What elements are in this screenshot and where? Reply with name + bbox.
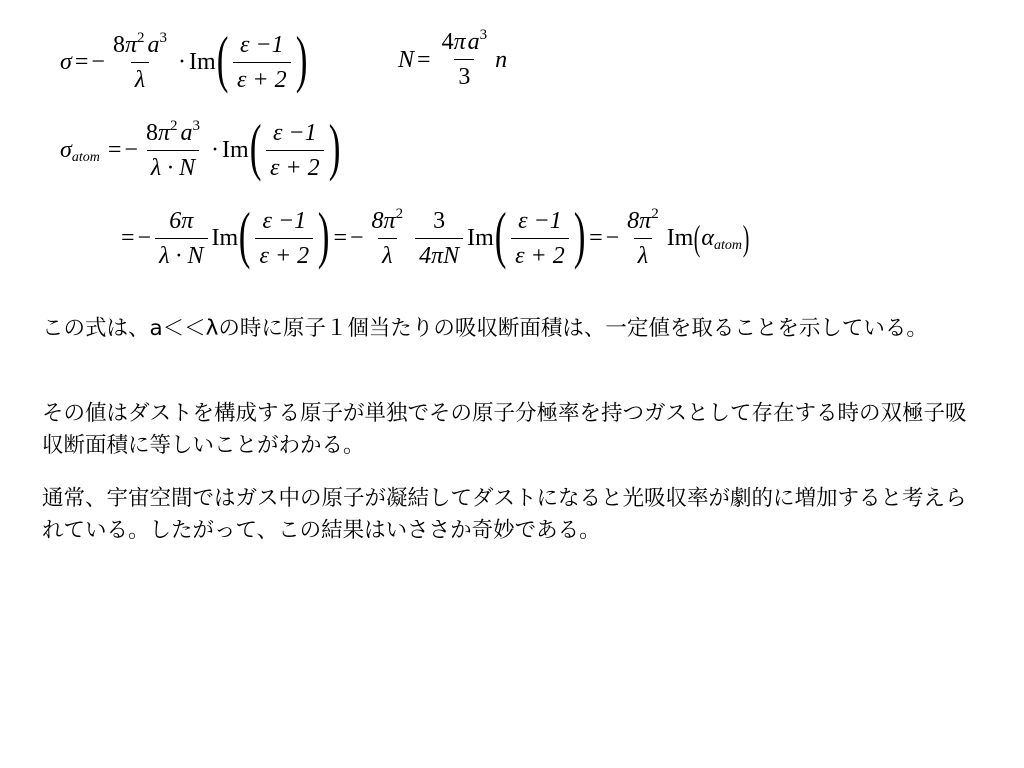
denominator-lambda-N: λ · N	[147, 150, 199, 180]
dot-operator: ·	[210, 137, 219, 163]
im-operator: Im	[211, 225, 239, 251]
fraction-epsilon	[266, 121, 324, 180]
numerator-coefficient: 4	[441, 29, 454, 55]
denominator-4piN: 4πN	[415, 238, 463, 268]
pi-symbol: π	[157, 119, 170, 146]
equals-sign: =	[333, 225, 347, 251]
pi-exponent: 2	[395, 205, 404, 222]
minus-sign: −	[91, 49, 105, 75]
pi-symbol: π	[124, 31, 137, 58]
atom-subscript: atom	[71, 150, 100, 165]
paragraph-1: この式は、a＜＜λの時に原子１個当たりの吸収断面積は、一定値を取ることを示している。	[42, 316, 928, 341]
numerator-6pi: 6π	[169, 207, 194, 234]
fraction-epsilon	[255, 209, 313, 268]
paragraph-3: 通常、宇宙空間ではガス中の原子が凝結してダストになると光吸収率が劇的に増加すると考えられている。したがって、この結果はいささか奇妙である。	[42, 486, 967, 543]
fraction-epsilon	[511, 209, 569, 268]
epsilon-denominator: ε + 2	[233, 62, 291, 92]
right-paren: )	[742, 218, 750, 258]
numerator-8pi: 8π	[371, 207, 396, 234]
a-exponent: 3	[479, 27, 488, 43]
im-operator: Im	[666, 225, 694, 251]
epsilon-denominator: ε + 2	[255, 238, 313, 268]
pi-symbol: π	[453, 29, 466, 55]
numerator-coefficient: 8	[145, 119, 158, 146]
denominator-lambda: λ	[634, 238, 652, 268]
im-operator: Im	[467, 225, 494, 251]
alpha-symbol: α	[701, 225, 714, 251]
minus-sign: −	[605, 225, 620, 251]
minus-sign: −	[350, 225, 364, 251]
pi-exponent: 2	[651, 205, 659, 222]
denominator-3: 3	[454, 59, 474, 89]
im-operator: Im	[221, 137, 249, 163]
atom-subscript: atom	[713, 238, 742, 253]
sigma-symbol: σ	[60, 49, 72, 75]
left-paren: (	[494, 199, 507, 270]
fraction-8pi2-over-lambda	[368, 205, 408, 269]
equation-sigma	[60, 23, 308, 94]
fraction-8pi2-over-lambda-final	[623, 205, 663, 269]
im-operator: Im	[188, 49, 216, 75]
minus-sign: −	[137, 225, 152, 251]
numerator-3: 3	[433, 207, 446, 234]
fraction-8pi2a3-over-lambdaN	[142, 117, 204, 181]
fraction-epsilon	[233, 33, 291, 92]
minus-sign: −	[124, 137, 138, 163]
epsilon-numerator: ε −1	[518, 207, 562, 234]
right-paren: )	[573, 199, 586, 270]
sigma-symbol: σ	[60, 137, 72, 163]
right-paren: )	[317, 199, 330, 270]
equals-sign: =	[417, 46, 431, 73]
fraction-8pi2a3-over-lambda	[109, 29, 171, 93]
right-paren: )	[295, 23, 308, 94]
epsilon-denominator: ε + 2	[266, 150, 324, 180]
equation-sigma-atom	[60, 111, 341, 182]
epsilon-denominator: ε + 2	[511, 238, 569, 268]
a-symbol: a	[147, 31, 160, 58]
numerator-coefficient: 8	[112, 31, 125, 58]
pi-exponent: 2	[136, 29, 145, 46]
a-exponent: 3	[159, 29, 167, 46]
denominator-lambda: λ	[131, 62, 149, 92]
paragraph-2: その値はダストを構成する原子が単独でその原子分極率を持つガスとして存在する時の双極子吸収断面積に等しいことがわかる。	[42, 401, 967, 458]
numerator-8pi: 8π	[627, 207, 652, 234]
N-symbol: N	[398, 46, 415, 73]
pi-exponent: 2	[169, 117, 178, 134]
equals-sign: =	[74, 49, 89, 75]
right-paren: )	[328, 111, 341, 182]
left-paren: (	[216, 23, 229, 94]
fraction-4pia3-over-3	[438, 27, 492, 90]
a-symbol: a	[467, 29, 480, 55]
epsilon-numerator: ε −1	[262, 207, 307, 234]
left-paren: (	[249, 111, 262, 182]
fraction-6pi-over-lambdaN	[155, 209, 207, 268]
equation-N	[398, 27, 508, 90]
a-symbol: a	[180, 119, 193, 146]
a-exponent: 3	[192, 117, 200, 134]
dot-operator: ·	[177, 49, 186, 75]
equation-continuation	[118, 199, 750, 270]
left-paren: (	[694, 218, 701, 258]
denominator-lambda-N: λ · N	[155, 238, 207, 268]
equals-sign: =	[589, 225, 603, 251]
equals-sign: =	[121, 225, 135, 251]
epsilon-numerator: ε −1	[239, 31, 284, 58]
epsilon-numerator: ε −1	[272, 119, 317, 146]
equals-sign: =	[107, 137, 122, 163]
fraction-3-over-4piN	[415, 209, 463, 268]
left-paren: (	[238, 199, 251, 270]
n-symbol: n	[495, 46, 508, 73]
denominator-lambda: λ	[378, 238, 396, 268]
